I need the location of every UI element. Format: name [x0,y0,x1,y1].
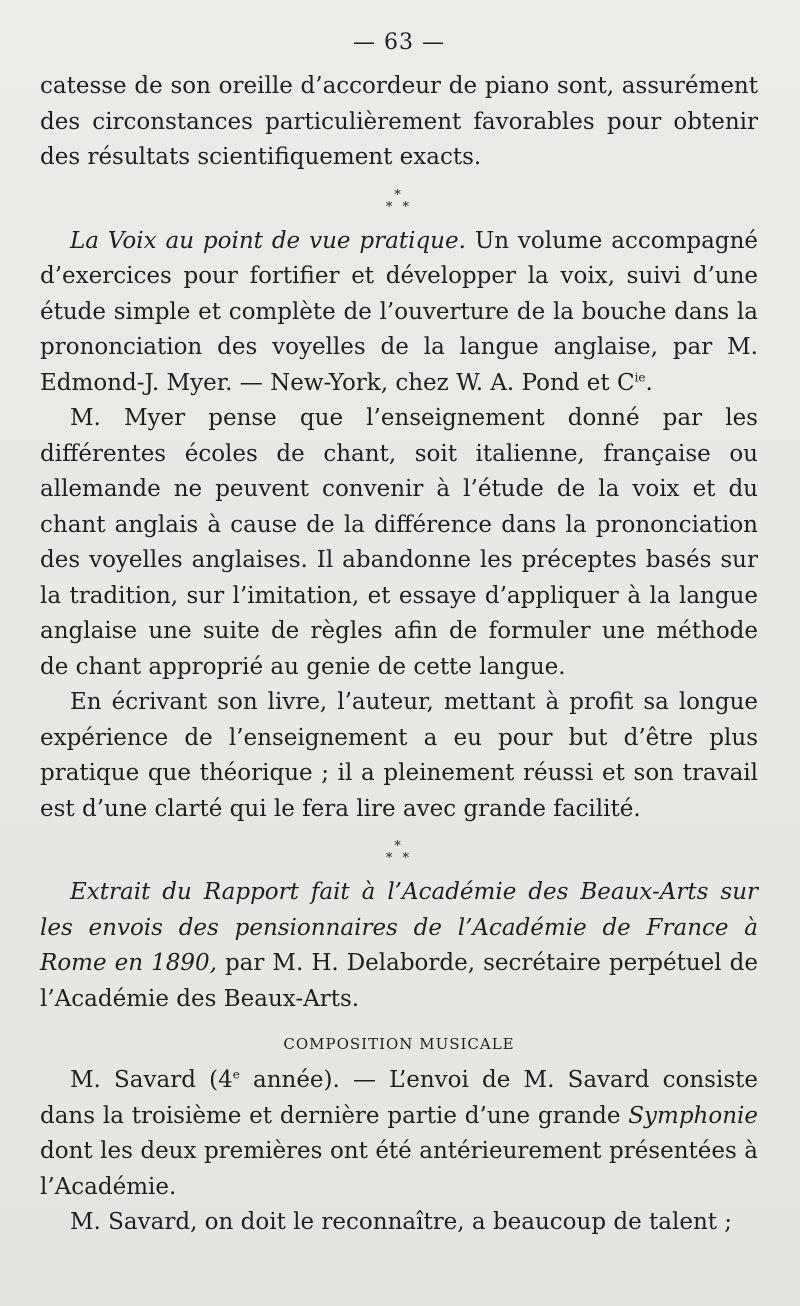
asterism-top-2: * [394,839,404,854]
symphonie-italic: Symphonie [628,1102,758,1129]
section-heading: COMPOSITION MUSICALE [283,1035,515,1053]
paragraph-1: catesse de son oreille d’accordeur de piano sont, assurément des circonstances particulièrement favorables pour obtenir des résultats scientifiquement exacts. [40,73,758,170]
paragraph-3: M. Myer pense que l’enseignement donné par les différentes écoles de chant, soit italienne, française ou allemande ne peuvent convenir à l’étude de la voix et du chant anglais à cause de la différence dans la prononciation des voyelles anglaises. Il abandonne les préceptes basés sur la tradition, sur l’imitation, et essaye d’appliquer à la langue anglaise une suite de règles afin de formuler une méthode de chant approprié au genie de cette langue. [40,405,758,680]
page-number: — 63 — [353,30,445,55]
paragraph-2 [40,224,758,402]
paragraph-6 [40,1063,758,1205]
asterism-bottom: * * [385,199,413,215]
paragraph-6-b: année). — L’envoi de M. Savard consiste dans la troisième et dernière partie d’une grande [40,1067,758,1129]
paragraph-2-sup: ie [634,369,646,384]
paragraph-6-a: M. Savard (4 [70,1067,233,1093]
paragraph-6-sup: e [232,1067,240,1082]
paragraph-4: En écrivant son livre, l’auteur, mettant à profit sa longue expérience de l’enseignement a eu pour but d’être plus pratique que théorique ; il a pleinement réussi et son travail est d’une clarté qui le fera lire avec grande facilité. [40,689,758,822]
paragraph-2-end: . [645,369,653,396]
report-title: Extrait du Rapport fait à l’Académie des Beaux-Arts sur les envois des pensionnaires de l’Académie de France à Rome en 1890, [40,879,758,976]
paragraph-5 [40,875,758,1017]
paragraph-5-text: par M. H. Delaborde, secrétaire perpétuel de l’Académie des Beaux-Arts. [40,950,758,1012]
section-separator [40,187,758,215]
paragraph-6-c: dont les deux premières ont été antérieurement présentées à l’Académie. [40,1138,758,1200]
asterism-top: * [394,187,404,203]
paragraph-7: M. Savard, on doit le reconnaître, a beaucoup de talent ; [70,1209,733,1235]
book-title: La Voix au point de vue pratique. [70,227,466,254]
paragraph-2-text: Un volume accompagné d’exercices pour fortifier et développer la voix, suivi d’une étude simple et complète de l’ouverture de la bouche dans la prononciation des voyelles de la langue anglaise, par M. Edmond-J. Myer. — New-York, chez W. A. Pond et C [40,227,758,396]
asterism-bottom-2: * * [385,851,413,866]
section-separator-2 [40,841,758,865]
